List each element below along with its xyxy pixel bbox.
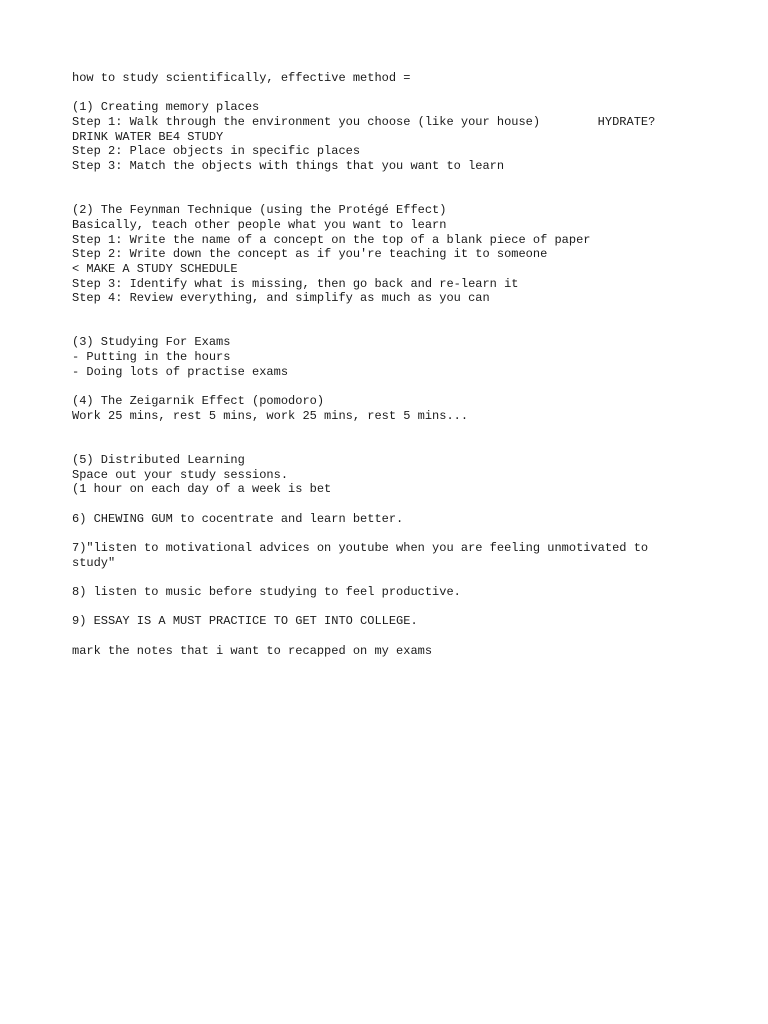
item-8: 8) listen to music before studying to feel productive. [72, 585, 461, 600]
section-3-item-2: - Doing lots of practise exams [72, 364, 289, 379]
section-2-step-4: Step 4: Review everything, and simplify as much as you can [72, 291, 490, 306]
blank-line [72, 174, 692, 189]
section-3-heading: (3) Studying For Exams [72, 335, 231, 350]
section-4-heading: (4) The Zeigarnik Effect (pomodoro) [72, 394, 325, 409]
hydrate-note: DRINK WATER BE4 STUDY [72, 129, 224, 144]
item-7-line-2: study" [72, 555, 116, 570]
section-2-heading: (2) The Feynman Technique (using the Protégé Effect) [72, 203, 447, 218]
section-4-body: Work 25 mins, rest 5 mins, work 25 mins, rest 5 mins... [72, 408, 469, 423]
item-6: 6) CHEWING GUM to cocentrate and learn better. [72, 511, 404, 526]
item-9: 9) ESSAY IS A MUST PRACTICE TO GET INTO COLLEGE. [72, 614, 418, 629]
section-2-step-1: Step 1: Write the name of a concept on the top of a blank piece of paper [72, 232, 591, 247]
section-1-step-1: Step 1: Walk through the environment you choose (like your house) HYDRATE? [72, 115, 656, 130]
item-7-line-1: 7)"listen to motivational advices on youtube when you are feeling unmotivated to [72, 541, 649, 555]
section-2-step-3: Step 3: Identify what is missing, then go back and re-learn it [72, 276, 519, 291]
blank-line [72, 600, 692, 615]
section-5-heading: (5) Distributed Learning [72, 452, 245, 467]
section-5-note: (1 hour on each day of a week is bet [72, 482, 332, 497]
blank-line [72, 424, 692, 439]
blank-line [72, 570, 692, 585]
section-1-heading: (1) Creating memory places [72, 100, 260, 115]
closing-note: mark the notes that i want to recapped on my exams [72, 643, 433, 658]
blank-line [72, 321, 692, 336]
doc-title: how to study scientifically, effective method = [72, 71, 411, 85]
section-1-step-3: Step 3: Match the objects with things that you want to learn [72, 159, 505, 174]
blank-line [72, 379, 692, 394]
blank-line [72, 497, 692, 512]
blank-line [72, 438, 692, 453]
blank-line [72, 629, 692, 644]
blank-line [72, 189, 692, 204]
blank-line [72, 306, 692, 321]
schedule-note: < MAKE A STUDY SCHEDULE [72, 261, 238, 276]
blank-line [72, 526, 692, 541]
section-3-item-1: - Putting in the hours [72, 350, 231, 365]
blank-line [72, 86, 692, 101]
document-text [72, 71, 692, 659]
section-2-step-2: Step 2: Write down the concept as if you're teaching it to someone [72, 247, 548, 262]
section-5-body: Space out your study sessions. [72, 467, 289, 482]
section-2-intro: Basically, teach other people what you want to learn [72, 217, 447, 232]
section-1-step-2: Step 2: Place objects in specific places [72, 144, 361, 159]
